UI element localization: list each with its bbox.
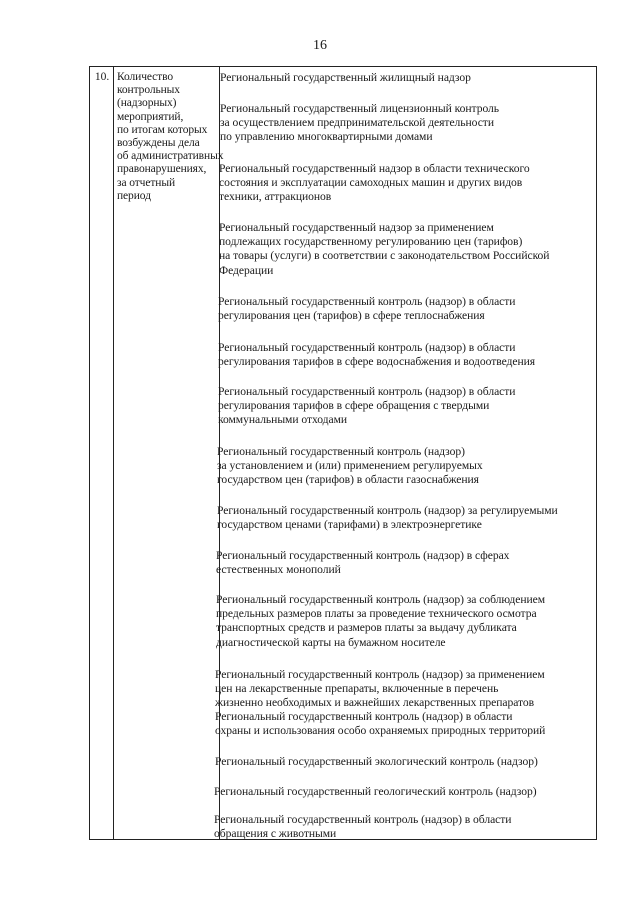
- row-number: 10.: [94, 71, 110, 83]
- control-type-item: Региональный государственный надзор за применением подлежащих государственному регулированию цен (тарифов) на товары (услуги) в соответствии с законодательством Российской Федерации: [219, 221, 550, 277]
- control-type-item: Региональный государственный контроль (надзор) за установлением и (или) применением регулируемых государством цен (тарифов) в области газоснабжения: [217, 445, 483, 487]
- indicator-cell: Количество контрольных (надзорных) мероприятий, по итогам которых возбуждены дела об административных правонарушениях, за отчетный период: [117, 71, 224, 202]
- control-type-item: Региональный государственный геологический контроль (надзор): [214, 785, 537, 798]
- control-type-item: Региональный государственный контроль (надзор) в области регулирования тарифов в сфере водоснабжения и водоотведения: [218, 341, 536, 369]
- control-type-item: Региональный государственный контроль (надзор) в области обращения с животными: [214, 813, 512, 841]
- control-type-item: Региональный государственный контроль (надзор) за соблюдением предельных размеров платы за проведение технического осмотра транспортных средств и размеров платы за выдачу дубликата диагностической карты на бумажном носителе: [216, 593, 546, 649]
- control-type-item: Региональный государственный контроль (надзор) в области регулирования цен (тарифов) в сфере теплоснабжения: [218, 295, 516, 323]
- page-number: 16: [313, 38, 327, 53]
- control-type-item: Региональный государственный надзор в области технического состояния и эксплуатации самоходных машин и других видов техники, аттракционов: [219, 162, 530, 204]
- control-type-item: Региональный государственный экологический контроль (надзор): [215, 755, 538, 768]
- control-type-item: Региональный государственный контроль (надзор) в области охраны и использования особо охраняемых природных территорий: [215, 710, 546, 738]
- control-type-item: Региональный государственный контроль (надзор) за регулируемыми государством ценами (тарифами) в электроэнергетике: [217, 504, 558, 532]
- control-type-item: Региональный государственный контроль (надзор) в области регулирования тарифов в сфере обращения с твердыми коммунальными отходами: [218, 385, 516, 427]
- control-type-item: Региональный государственный контроль (надзор) за применением цен на лекарственные препараты, включенные в перечень жизненно необходимых и важнейших лекарственных препаратов: [215, 668, 545, 710]
- control-type-item: Региональный государственный контроль (надзор) в сферах естественных монополий: [216, 549, 510, 577]
- indicators-table: [89, 66, 597, 840]
- control-type-item: Региональный государственный жилищный надзор: [220, 71, 471, 84]
- column-divider-number: [113, 67, 114, 839]
- control-type-item: Региональный государственный лицензионный контроль за осуществлением предпринимательской деятельности по управлению многоквартирными домами: [220, 102, 500, 144]
